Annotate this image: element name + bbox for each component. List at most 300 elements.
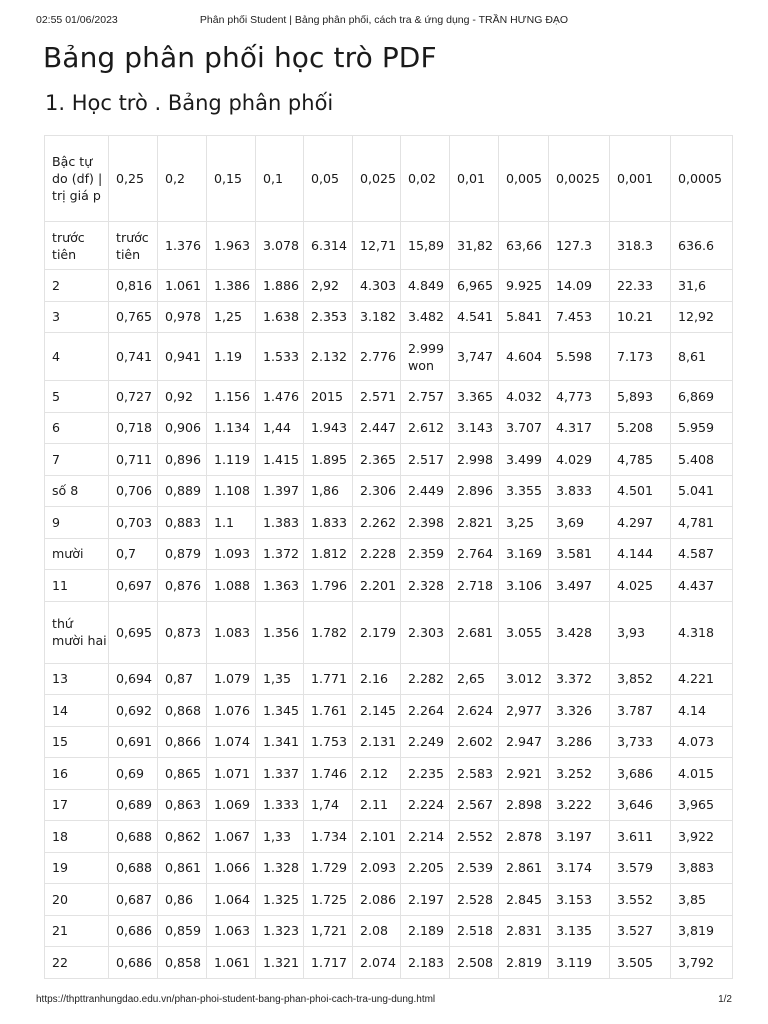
critical-value-cell: 12,71	[353, 222, 401, 270]
p-value-header: 0,0025	[549, 136, 610, 222]
table-row	[45, 758, 733, 790]
critical-value-cell: 5.598	[549, 333, 610, 381]
critical-value-cell: 1.323	[256, 915, 304, 947]
critical-value-cell: 1.079	[207, 663, 256, 695]
df-cell: 21	[45, 915, 109, 947]
critical-value-cell: 0,866	[158, 726, 207, 758]
critical-value-cell: 2.101	[353, 821, 401, 853]
critical-value-cell: 3.182	[353, 301, 401, 333]
critical-value-cell: 2.08	[353, 915, 401, 947]
critical-value-cell: 1.1	[207, 507, 256, 539]
p-value-header: 0,001	[610, 136, 671, 222]
critical-value-cell: 1.895	[304, 444, 353, 476]
df-cell: mười	[45, 538, 109, 570]
critical-value-cell: 0,741	[109, 333, 158, 381]
critical-value-cell: 1.325	[256, 884, 304, 916]
critical-value-cell: 0,879	[158, 538, 207, 570]
critical-value-cell: 1.771	[304, 663, 353, 695]
critical-value-cell: 2.552	[450, 821, 499, 853]
p-value-header: 0,05	[304, 136, 353, 222]
critical-value-cell: 3.169	[499, 538, 549, 570]
critical-value-cell: 1.071	[207, 758, 256, 790]
critical-value-cell: trước tiên	[109, 222, 158, 270]
critical-value-cell: 0,691	[109, 726, 158, 758]
critical-value-cell: 2.235	[401, 758, 450, 790]
critical-value-cell: 4.073	[671, 726, 733, 758]
critical-value-cell: 2.359	[401, 538, 450, 570]
critical-value-cell: 2.602	[450, 726, 499, 758]
critical-value-cell: 2.249	[401, 726, 450, 758]
df-cell: 7	[45, 444, 109, 476]
critical-value-cell: 3.326	[549, 695, 610, 727]
critical-value-cell: 4.604	[499, 333, 549, 381]
critical-value-cell: 0,865	[158, 758, 207, 790]
critical-value-cell: 0,858	[158, 947, 207, 979]
critical-value-cell: 7.173	[610, 333, 671, 381]
critical-value-cell: 3.372	[549, 663, 610, 695]
table-row	[45, 726, 733, 758]
table-row	[45, 852, 733, 884]
critical-value-cell: 2.508	[450, 947, 499, 979]
df-cell: 16	[45, 758, 109, 790]
critical-value-cell: 7.453	[549, 301, 610, 333]
critical-value-cell: 1.083	[207, 601, 256, 663]
p-value-header: 0,01	[450, 136, 499, 222]
critical-value-cell: 3.012	[499, 663, 549, 695]
critical-value-cell: 1,86	[304, 475, 353, 507]
critical-value-cell: 0,686	[109, 947, 158, 979]
critical-value-cell: 3.707	[499, 412, 549, 444]
critical-value-cell: 3,69	[549, 507, 610, 539]
critical-value-cell: 0,883	[158, 507, 207, 539]
critical-value-cell: 2.12	[353, 758, 401, 790]
critical-value-cell: 1.064	[207, 884, 256, 916]
critical-value-cell: 0,689	[109, 789, 158, 821]
table-row	[45, 884, 733, 916]
critical-value-cell: 4.437	[671, 570, 733, 602]
critical-value-cell: 1.533	[256, 333, 304, 381]
critical-value-cell: 0,718	[109, 412, 158, 444]
critical-value-cell: 4,785	[610, 444, 671, 476]
df-cell: thứ mười hai	[45, 601, 109, 663]
critical-value-cell: 1.886	[256, 270, 304, 302]
critical-value-cell: 4.849	[401, 270, 450, 302]
print-timestamp: 02:55 01/06/2023	[36, 14, 118, 26]
p-value-header: 0,025	[353, 136, 401, 222]
critical-value-cell: 1.734	[304, 821, 353, 853]
print-url: https://thpttranhungdao.edu.vn/phan-phoi-student-bang-phan-phoi-cach-tra-ung-dung.html	[36, 994, 436, 1005]
critical-value-cell: 2.898	[499, 789, 549, 821]
critical-value-cell: 1.067	[207, 821, 256, 853]
critical-value-cell: 2.764	[450, 538, 499, 570]
critical-value-cell: 1.321	[256, 947, 304, 979]
critical-value-cell: 31,82	[450, 222, 499, 270]
critical-value-cell: 3,25	[499, 507, 549, 539]
table-row	[45, 695, 733, 727]
critical-value-cell: 0,87	[158, 663, 207, 695]
critical-value-cell: 2.228	[353, 538, 401, 570]
critical-value-cell: 0,688	[109, 852, 158, 884]
df-cell: 15	[45, 726, 109, 758]
critical-value-cell: 2.998	[450, 444, 499, 476]
table-row	[45, 333, 733, 381]
critical-value-cell: 4.015	[671, 758, 733, 790]
critical-value-cell: 3.355	[499, 475, 549, 507]
p-value-header: 0,02	[401, 136, 450, 222]
critical-value-cell: 3.153	[549, 884, 610, 916]
critical-value-cell: 4.303	[353, 270, 401, 302]
critical-value-cell: 1,25	[207, 301, 256, 333]
table-row	[45, 507, 733, 539]
critical-value-cell: 3.174	[549, 852, 610, 884]
print-header	[36, 14, 732, 30]
critical-value-cell: 4.318	[671, 601, 733, 663]
critical-value-cell: 1.761	[304, 695, 353, 727]
critical-value-cell: 2.831	[499, 915, 549, 947]
critical-value-cell: 0,868	[158, 695, 207, 727]
critical-value-cell: 2.264	[401, 695, 450, 727]
df-cell: 19	[45, 852, 109, 884]
critical-value-cell: 3.222	[549, 789, 610, 821]
document-title: Bảng phân phối học trò PDF	[43, 41, 437, 74]
critical-value-cell: 2.449	[401, 475, 450, 507]
critical-value-cell: 0,859	[158, 915, 207, 947]
critical-value-cell: 0,861	[158, 852, 207, 884]
critical-value-cell: 2.328	[401, 570, 450, 602]
critical-value-cell: 3.119	[549, 947, 610, 979]
critical-value-cell: 2.398	[401, 507, 450, 539]
critical-value-cell: 3.833	[549, 475, 610, 507]
critical-value-cell: 6.314	[304, 222, 353, 270]
df-cell: 14	[45, 695, 109, 727]
critical-value-cell: 2.517	[401, 444, 450, 476]
critical-value-cell: 2.197	[401, 884, 450, 916]
critical-value-cell: 1.074	[207, 726, 256, 758]
df-cell: 9	[45, 507, 109, 539]
df-cell: 20	[45, 884, 109, 916]
table-row	[45, 301, 733, 333]
table-row	[45, 601, 733, 663]
critical-value-cell: 2,92	[304, 270, 353, 302]
critical-value-cell: 1.638	[256, 301, 304, 333]
critical-value-cell: 0,906	[158, 412, 207, 444]
critical-value-cell: 1.833	[304, 507, 353, 539]
critical-value-cell: 1.363	[256, 570, 304, 602]
critical-value-cell: 0,863	[158, 789, 207, 821]
table-row	[45, 270, 733, 302]
df-cell: 4	[45, 333, 109, 381]
critical-value-cell: 2.145	[353, 695, 401, 727]
critical-value-cell: 0,941	[158, 333, 207, 381]
critical-value-cell: 1.069	[207, 789, 256, 821]
critical-value-cell: 2.947	[499, 726, 549, 758]
table-row	[45, 412, 733, 444]
critical-value-cell: 1.717	[304, 947, 353, 979]
critical-value-cell: 3.252	[549, 758, 610, 790]
table-row	[45, 915, 733, 947]
critical-value-cell: 1,33	[256, 821, 304, 853]
df-cell: 13	[45, 663, 109, 695]
print-page-number: 1/2	[718, 994, 732, 1005]
critical-value-cell: 0,687	[109, 884, 158, 916]
table-row	[45, 821, 733, 853]
critical-value-cell: 2.821	[450, 507, 499, 539]
critical-value-cell: 2.539	[450, 852, 499, 884]
critical-value-cell: 3.135	[549, 915, 610, 947]
critical-value-cell: 12,92	[671, 301, 733, 333]
table-row	[45, 381, 733, 413]
t-distribution-table	[44, 135, 733, 979]
critical-value-cell: 1.397	[256, 475, 304, 507]
critical-value-cell: 1.061	[207, 947, 256, 979]
critical-value-cell: 1.076	[207, 695, 256, 727]
critical-value-cell: 5.841	[499, 301, 549, 333]
critical-value-cell: 3.497	[549, 570, 610, 602]
critical-value-cell: 3,883	[671, 852, 733, 884]
critical-value-cell: 3.552	[610, 884, 671, 916]
critical-value-cell: 1.356	[256, 601, 304, 663]
print-page-title: Phân phối Student | Bảng phân phối, cách tra & ứng dụng - TRẦN HƯNG ĐẠO	[199, 14, 569, 26]
print-footer	[36, 994, 732, 1010]
critical-value-cell: 3.581	[549, 538, 610, 570]
critical-value-cell: 318.3	[610, 222, 671, 270]
critical-value-cell: 1,35	[256, 663, 304, 695]
critical-value-cell: 1.119	[207, 444, 256, 476]
critical-value-cell: 3.505	[610, 947, 671, 979]
critical-value-cell: 0,727	[109, 381, 158, 413]
critical-value-cell: 4.297	[610, 507, 671, 539]
critical-value-cell: 2.567	[450, 789, 499, 821]
df-cell: số 8	[45, 475, 109, 507]
critical-value-cell: 0,873	[158, 601, 207, 663]
critical-value-cell: 3.055	[499, 601, 549, 663]
critical-value-cell: 3.428	[549, 601, 610, 663]
critical-value-cell: 2,65	[450, 663, 499, 695]
critical-value-cell: 2.131	[353, 726, 401, 758]
critical-value-cell: 2.845	[499, 884, 549, 916]
critical-value-cell: 2.303	[401, 601, 450, 663]
critical-value-cell: 0,711	[109, 444, 158, 476]
critical-value-cell: 6,965	[450, 270, 499, 302]
critical-value-cell: 3,85	[671, 884, 733, 916]
critical-value-cell: 2.11	[353, 789, 401, 821]
critical-value-cell: 2.612	[401, 412, 450, 444]
df-cell: 22	[45, 947, 109, 979]
critical-value-cell: 2.179	[353, 601, 401, 663]
table-body	[45, 222, 733, 979]
critical-value-cell: 10.21	[610, 301, 671, 333]
critical-value-cell: 1.386	[207, 270, 256, 302]
critical-value-cell: 0,978	[158, 301, 207, 333]
critical-value-cell: 2.896	[450, 475, 499, 507]
critical-value-cell: 3.579	[610, 852, 671, 884]
table-row	[45, 663, 733, 695]
critical-value-cell: 1.415	[256, 444, 304, 476]
critical-value-cell: 1.345	[256, 695, 304, 727]
critical-value-cell: 2.447	[353, 412, 401, 444]
table-row	[45, 538, 733, 570]
critical-value-cell: 3.611	[610, 821, 671, 853]
critical-value-cell: 1.746	[304, 758, 353, 790]
p-value-header: 0,0005	[671, 136, 733, 222]
table-row	[45, 444, 733, 476]
p-value-header: 0,1	[256, 136, 304, 222]
table-row	[45, 947, 733, 979]
critical-value-cell: 1,721	[304, 915, 353, 947]
p-value-header: 0,25	[109, 136, 158, 222]
df-cell: 6	[45, 412, 109, 444]
critical-value-cell: 3.286	[549, 726, 610, 758]
critical-value-cell: 1.066	[207, 852, 256, 884]
critical-value-cell: 127.3	[549, 222, 610, 270]
critical-value-cell: 2.353	[304, 301, 353, 333]
critical-value-cell: 4.029	[549, 444, 610, 476]
df-cell: 17	[45, 789, 109, 821]
critical-value-cell: 1.372	[256, 538, 304, 570]
critical-value-cell: 2.819	[499, 947, 549, 979]
critical-value-cell: 0,765	[109, 301, 158, 333]
critical-value-cell: 1.753	[304, 726, 353, 758]
df-cell: 2	[45, 270, 109, 302]
critical-value-cell: 1.134	[207, 412, 256, 444]
critical-value-cell: 4.501	[610, 475, 671, 507]
critical-value-cell: 2.757	[401, 381, 450, 413]
critical-value-cell: 2.16	[353, 663, 401, 695]
critical-value-cell: 2.528	[450, 884, 499, 916]
table-row	[45, 789, 733, 821]
critical-value-cell: 1.341	[256, 726, 304, 758]
critical-value-cell: 3.482	[401, 301, 450, 333]
critical-value-cell: 2.861	[499, 852, 549, 884]
critical-value-cell: 1.337	[256, 758, 304, 790]
critical-value-cell: 14.09	[549, 270, 610, 302]
df-cell: trước tiên	[45, 222, 109, 270]
critical-value-cell: 0,7	[109, 538, 158, 570]
critical-value-cell: 3,747	[450, 333, 499, 381]
critical-value-cell: 3.078	[256, 222, 304, 270]
critical-value-cell: 2015	[304, 381, 353, 413]
critical-value-cell: 636.6	[671, 222, 733, 270]
critical-value-cell: 2.921	[499, 758, 549, 790]
critical-value-cell: 1.156	[207, 381, 256, 413]
critical-value-cell: 3,686	[610, 758, 671, 790]
critical-value-cell: 1.063	[207, 915, 256, 947]
critical-value-cell: 2.282	[401, 663, 450, 695]
critical-value-cell: 3.365	[450, 381, 499, 413]
critical-value-cell: 1.476	[256, 381, 304, 413]
critical-value-cell: 2.183	[401, 947, 450, 979]
critical-value-cell: 4.14	[671, 695, 733, 727]
critical-value-cell: 2.878	[499, 821, 549, 853]
critical-value-cell: 3,922	[671, 821, 733, 853]
critical-value-cell: 0,862	[158, 821, 207, 853]
critical-value-cell: 3.106	[499, 570, 549, 602]
critical-value-cell: 2.306	[353, 475, 401, 507]
critical-value-cell: 2.583	[450, 758, 499, 790]
critical-value-cell: 0,706	[109, 475, 158, 507]
critical-value-cell: 2.074	[353, 947, 401, 979]
critical-value-cell: 1.782	[304, 601, 353, 663]
critical-value-cell: 2.681	[450, 601, 499, 663]
critical-value-cell: 3,819	[671, 915, 733, 947]
critical-value-cell: 1.19	[207, 333, 256, 381]
critical-value-cell: 3.787	[610, 695, 671, 727]
critical-value-cell: 1.383	[256, 507, 304, 539]
critical-value-cell: 3.527	[610, 915, 671, 947]
critical-value-cell: 5,893	[610, 381, 671, 413]
critical-value-cell: 2.365	[353, 444, 401, 476]
critical-value-cell: 2,977	[499, 695, 549, 727]
critical-value-cell: 3,965	[671, 789, 733, 821]
critical-value-cell: 1.108	[207, 475, 256, 507]
critical-value-cell: 63,66	[499, 222, 549, 270]
df-cell: 18	[45, 821, 109, 853]
critical-value-cell: 2.093	[353, 852, 401, 884]
critical-value-cell: 0,686	[109, 915, 158, 947]
critical-value-cell: 4.032	[499, 381, 549, 413]
critical-value-cell: 4.317	[549, 412, 610, 444]
critical-value-cell: 6,869	[671, 381, 733, 413]
critical-value-cell: 1.061	[158, 270, 207, 302]
critical-value-cell: 3,852	[610, 663, 671, 695]
df-cell: 5	[45, 381, 109, 413]
critical-value-cell: 0,688	[109, 821, 158, 853]
critical-value-cell: 3,792	[671, 947, 733, 979]
critical-value-cell: 2.189	[401, 915, 450, 947]
critical-value-cell: 8,61	[671, 333, 733, 381]
critical-value-cell: 1,44	[256, 412, 304, 444]
critical-value-cell: 5.959	[671, 412, 733, 444]
critical-value-cell: 1.963	[207, 222, 256, 270]
table-row	[45, 222, 733, 270]
critical-value-cell: 0,876	[158, 570, 207, 602]
critical-value-cell: 0,889	[158, 475, 207, 507]
critical-value-cell: 31,6	[671, 270, 733, 302]
table-row	[45, 570, 733, 602]
critical-value-cell: 0,896	[158, 444, 207, 476]
critical-value-cell: 1.093	[207, 538, 256, 570]
critical-value-cell: 1,74	[304, 789, 353, 821]
critical-value-cell: 4.144	[610, 538, 671, 570]
critical-value-cell: 3.197	[549, 821, 610, 853]
critical-value-cell: 0,692	[109, 695, 158, 727]
df-p-header: Bậc tự do (df) | trị giá p	[45, 136, 109, 222]
critical-value-cell: 1.812	[304, 538, 353, 570]
critical-value-cell: 2.624	[450, 695, 499, 727]
critical-value-cell: 0,69	[109, 758, 158, 790]
critical-value-cell: 0,92	[158, 381, 207, 413]
critical-value-cell: 2.262	[353, 507, 401, 539]
critical-value-cell: 2.132	[304, 333, 353, 381]
critical-value-cell: 2.718	[450, 570, 499, 602]
critical-value-cell: 5.208	[610, 412, 671, 444]
critical-value-cell: 4,773	[549, 381, 610, 413]
critical-value-cell: 9.925	[499, 270, 549, 302]
critical-value-cell: 2.571	[353, 381, 401, 413]
critical-value-cell: 2.999 won	[401, 333, 450, 381]
critical-value-cell: 0,695	[109, 601, 158, 663]
critical-value-cell: 4.587	[671, 538, 733, 570]
critical-value-cell: 1.725	[304, 884, 353, 916]
critical-value-cell: 2.205	[401, 852, 450, 884]
critical-value-cell: 2.201	[353, 570, 401, 602]
table-header-row	[45, 136, 733, 222]
p-value-header: 0,005	[499, 136, 549, 222]
critical-value-cell: 1.088	[207, 570, 256, 602]
critical-value-cell: 15,89	[401, 222, 450, 270]
critical-value-cell: 22.33	[610, 270, 671, 302]
critical-value-cell: 1.943	[304, 412, 353, 444]
